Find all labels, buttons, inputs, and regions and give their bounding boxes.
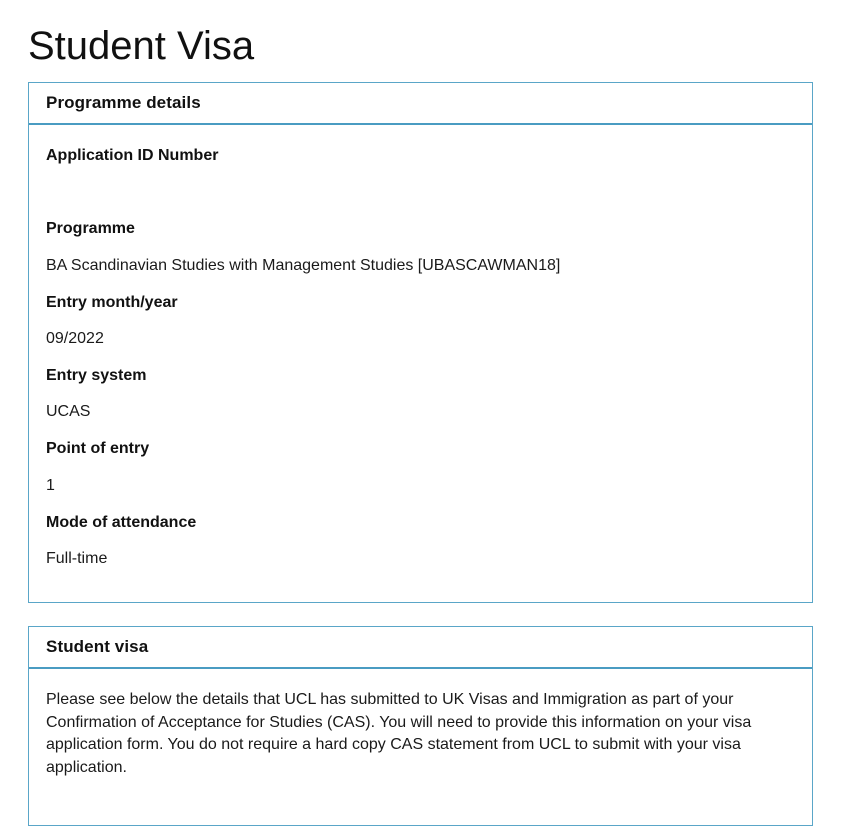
student-visa-header: [29, 627, 812, 669]
student-visa-heading: Student visa: [46, 637, 149, 656]
point-of-entry-value: 1: [46, 477, 55, 494]
entry-month-year-label: Entry month/year: [46, 294, 178, 311]
programme-value: BA Scandinavian Studies with Management Studies [UBASCAWMAN18]: [46, 257, 561, 274]
programme-label: Programme: [46, 220, 135, 237]
student-visa-description: Please see below the details that UCL has submitted to UK Visas and Immigration as part of your Confirmation of Acceptance for Studies (CAS). You will need to provide this information on your visa application form. You do not require a hard copy CAS statement from UCL to submit with your visa application.: [46, 691, 752, 776]
entry-system-label: Entry system: [46, 367, 147, 384]
entry-month-year-value: 09/2022: [46, 330, 104, 347]
page-title: Student Visa: [28, 24, 255, 68]
programme-details-panel: [28, 82, 813, 603]
mode-of-attendance-value: Full-time: [46, 550, 108, 567]
programme-details-header: [29, 83, 812, 125]
entry-system-value: UCAS: [46, 403, 91, 420]
mode-of-attendance-label: Mode of attendance: [46, 514, 197, 531]
student-visa-panel: [28, 626, 813, 826]
application-id-label: Application ID Number: [46, 147, 219, 164]
point-of-entry-label: Point of entry: [46, 440, 150, 457]
programme-details-heading: Programme details: [46, 93, 201, 112]
